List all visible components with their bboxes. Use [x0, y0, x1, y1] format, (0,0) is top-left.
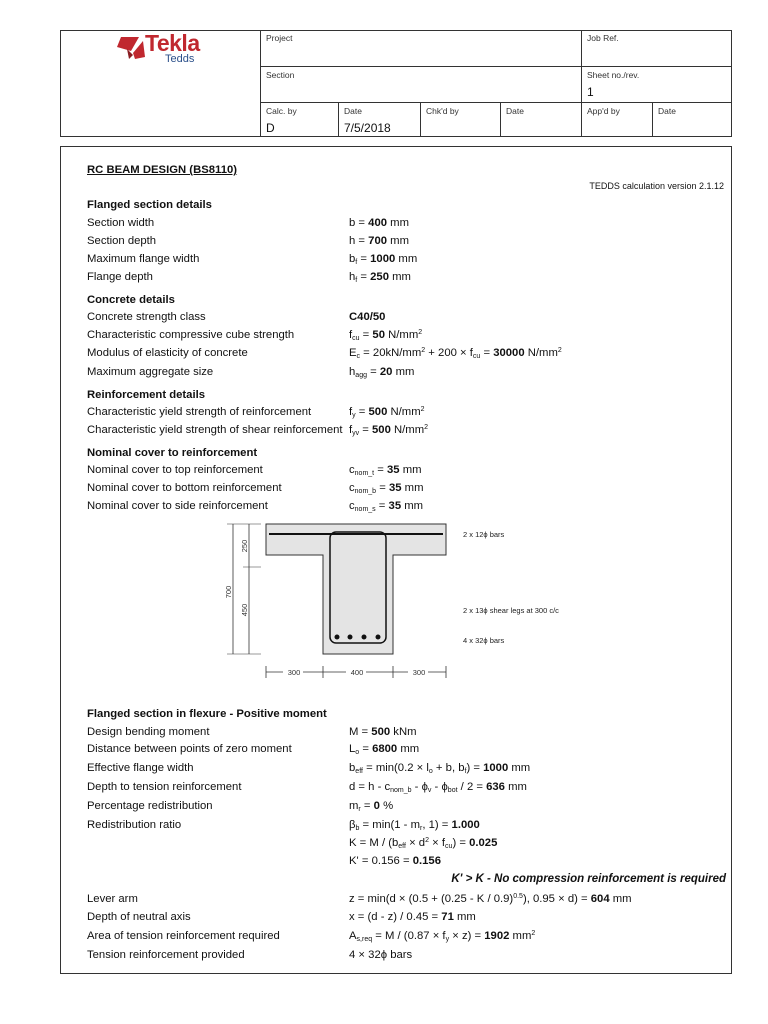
sheet-value: 1 — [587, 85, 594, 99]
date3-cell — [652, 102, 732, 137]
sheet-label: Sheet no./rev. — [587, 70, 640, 80]
dim-mid: 400 — [350, 668, 364, 677]
depth-tension-label: Depth to tension reinforcement — [87, 781, 242, 793]
aggregate-label: Maximum aggregate size — [87, 366, 214, 378]
modulus-label: Modulus of elasticity of concrete — [87, 347, 248, 359]
depth-tension-value: $d = h - c_{nom\_b} - \phi_v - \phi_{bot} / 2 = 636$ mm — [349, 781, 527, 794]
calc-by-value: D — [266, 121, 275, 135]
label-top-bars: 2 x 12ϕ bars — [463, 530, 505, 539]
cover-top-label: Nominal cover to top reinforcement — [87, 464, 263, 476]
fy-value: $f_y = 500$ $N/mm^2$ — [349, 406, 425, 419]
reinf-heading: Reinforcement details — [87, 389, 206, 401]
aggregate-value: $h_{agg} = 20$ mm — [349, 366, 415, 379]
date-value: 7/5/2018 — [344, 121, 391, 135]
flange-depth-label: Flange depth — [87, 271, 153, 283]
label-links: 2 x 13ϕ shear legs at 300 c/c — [463, 606, 559, 615]
job-ref-cell — [581, 30, 732, 66]
eff-width-label: Effective flange width — [87, 762, 194, 774]
date3-label: Date — [658, 106, 676, 116]
date-label: Date — [344, 106, 362, 116]
tekla-tedds-logo — [61, 31, 260, 137]
calc-by-cell — [260, 102, 338, 137]
zero-moment-value: $L_o = 6800$ mm — [349, 743, 420, 756]
section-depth-label: Section depth — [87, 235, 157, 247]
dim-web: 450 — [240, 603, 249, 617]
date2-cell — [500, 102, 581, 137]
fy-label: Characteristic yield strength of reinforcement — [87, 406, 312, 418]
bottom-bar — [348, 635, 353, 640]
sheet-cell — [581, 66, 732, 102]
beam-section-diagram — [61, 512, 731, 682]
doc-title: RC BEAM DESIGN (BS8110) — [87, 164, 238, 176]
modulus-value: $E_c = 20kN/mm^2 + 200 \times f_{cu} = 30000$ $N/mm^2$ — [349, 347, 562, 360]
bottom-bar — [376, 635, 381, 640]
cover-top-value: $c_{nom\_t} = 35$ mm — [349, 464, 422, 477]
lever-arm-value: z = min(d × (0.5 + (0.25 - K / 0.9)$^{0.5}$), 0.95 × d) = 604 mm — [349, 893, 632, 905]
flange-depth-value: $h_f = 250$ mm — [349, 271, 411, 284]
job-ref-label: Job Ref. — [587, 33, 619, 43]
lever-arm-label: Lever arm — [87, 893, 138, 905]
cover-bottom-value: $c_{nom\_b} = 35$ mm — [349, 482, 424, 495]
project-label: Project — [266, 33, 293, 43]
dim-total: 700 — [224, 585, 233, 599]
cover-side-value: $c_{nom\_s} = 35$ mm — [349, 500, 424, 513]
redist-ratio-label: Redistribution ratio — [87, 819, 182, 831]
cube-strength-value: $f_{cu} = 50$ $N/mm^2$ — [349, 329, 423, 342]
k-prime-value: K' = 0.156 = 0.156 — [349, 855, 441, 867]
brand-sub: Tedds — [165, 53, 195, 65]
neutral-axis-label: Depth of neutral axis — [87, 911, 191, 923]
date-cell — [338, 102, 420, 137]
provided-label: Tension reinforcement provided — [87, 949, 245, 961]
label-bottom-bars: 4 x 32ϕ bars — [463, 636, 505, 645]
version-text: TEDDS calculation version 2.1.12 — [589, 181, 724, 191]
chkd-by-cell — [420, 102, 500, 137]
cover-side-label: Nominal cover to side reinforcement — [87, 500, 268, 512]
appd-by-label: App'd by — [587, 106, 620, 116]
dim-left: 300 — [287, 668, 301, 677]
area-required-label: Area of tension reinforcement required — [87, 930, 280, 942]
tekla-logo-icon — [61, 31, 151, 71]
chkd-by-label: Chk'd by — [426, 106, 459, 116]
neutral-axis-value: x = (d - z) / 0.45 = 71 mm — [349, 911, 476, 923]
bottom-bar — [335, 635, 340, 640]
calc-sheet — [60, 146, 732, 974]
redist-ratio-value: $\beta_b = \min(1 - m_r$, 1) = 1.000 — [349, 819, 480, 832]
section-width-label: Section width — [87, 217, 155, 229]
redistribution-value: $m_r = 0$ % — [349, 800, 394, 813]
project-cell — [260, 30, 581, 66]
cover-bottom-label: Nominal cover to bottom reinforcement — [87, 482, 282, 494]
max-flange-width-value: $b_f = 1000$ mm — [349, 253, 418, 266]
section-label: Section — [266, 70, 295, 80]
max-flange-width-label: Maximum flange width — [87, 253, 200, 265]
flanged-heading: Flanged section details — [87, 199, 212, 211]
bottom-bar — [362, 635, 367, 640]
dim-right: 300 — [412, 668, 426, 677]
provided-value: 4 × 32ϕ bars — [349, 949, 413, 961]
fyv-value: $f_{yv} = 500$ $N/mm^2$ — [349, 424, 429, 437]
k-value: $K = M / (b_{eff} \times d^2 \times f_{cu}) = 0.025$ — [349, 837, 498, 850]
eff-width-value: $b_{eff} = \min(0.2 \times l_o + b$, $b_f) = 1000$ mm — [349, 762, 531, 775]
section-width-value: b = 400 mm — [349, 217, 409, 229]
dim-flange: 250 — [240, 539, 249, 553]
section-cell — [260, 66, 581, 102]
section-depth-value: h = 700 mm — [349, 235, 409, 247]
appd-by-cell — [581, 102, 652, 137]
zero-moment-label: Distance between points of zero moment — [87, 743, 292, 755]
moment-value: M = 500 kNm — [349, 726, 417, 738]
title-block — [60, 30, 732, 137]
t-beam-concrete — [266, 524, 446, 654]
date2-label: Date — [506, 106, 524, 116]
redistribution-label: Percentage redistribution — [87, 800, 213, 812]
area-required-value: $A_{s,req} = M / (0.87 \times f_y \times z) = 1902$ $mm^2$ — [349, 930, 536, 943]
cover-heading: Nominal cover to reinforcement — [87, 447, 258, 459]
compression-note: K' > K - No compression reinforcement is required — [451, 873, 726, 885]
moment-label: Design bending moment — [87, 726, 210, 738]
calc-by-label: Calc. by — [266, 106, 297, 116]
brand-name: Tekla — [145, 30, 200, 56]
cube-strength-label: Characteristic compressive cube strength — [87, 329, 295, 341]
concrete-class-label: Concrete strength class — [87, 311, 206, 323]
concrete-heading: Concrete details — [87, 294, 175, 306]
flexure-heading: Flanged section in flexure - Positive moment — [87, 708, 327, 720]
fyv-label: Characteristic yield strength of shear reinforcement — [87, 424, 343, 436]
concrete-class-value: C40/50 — [349, 311, 386, 323]
